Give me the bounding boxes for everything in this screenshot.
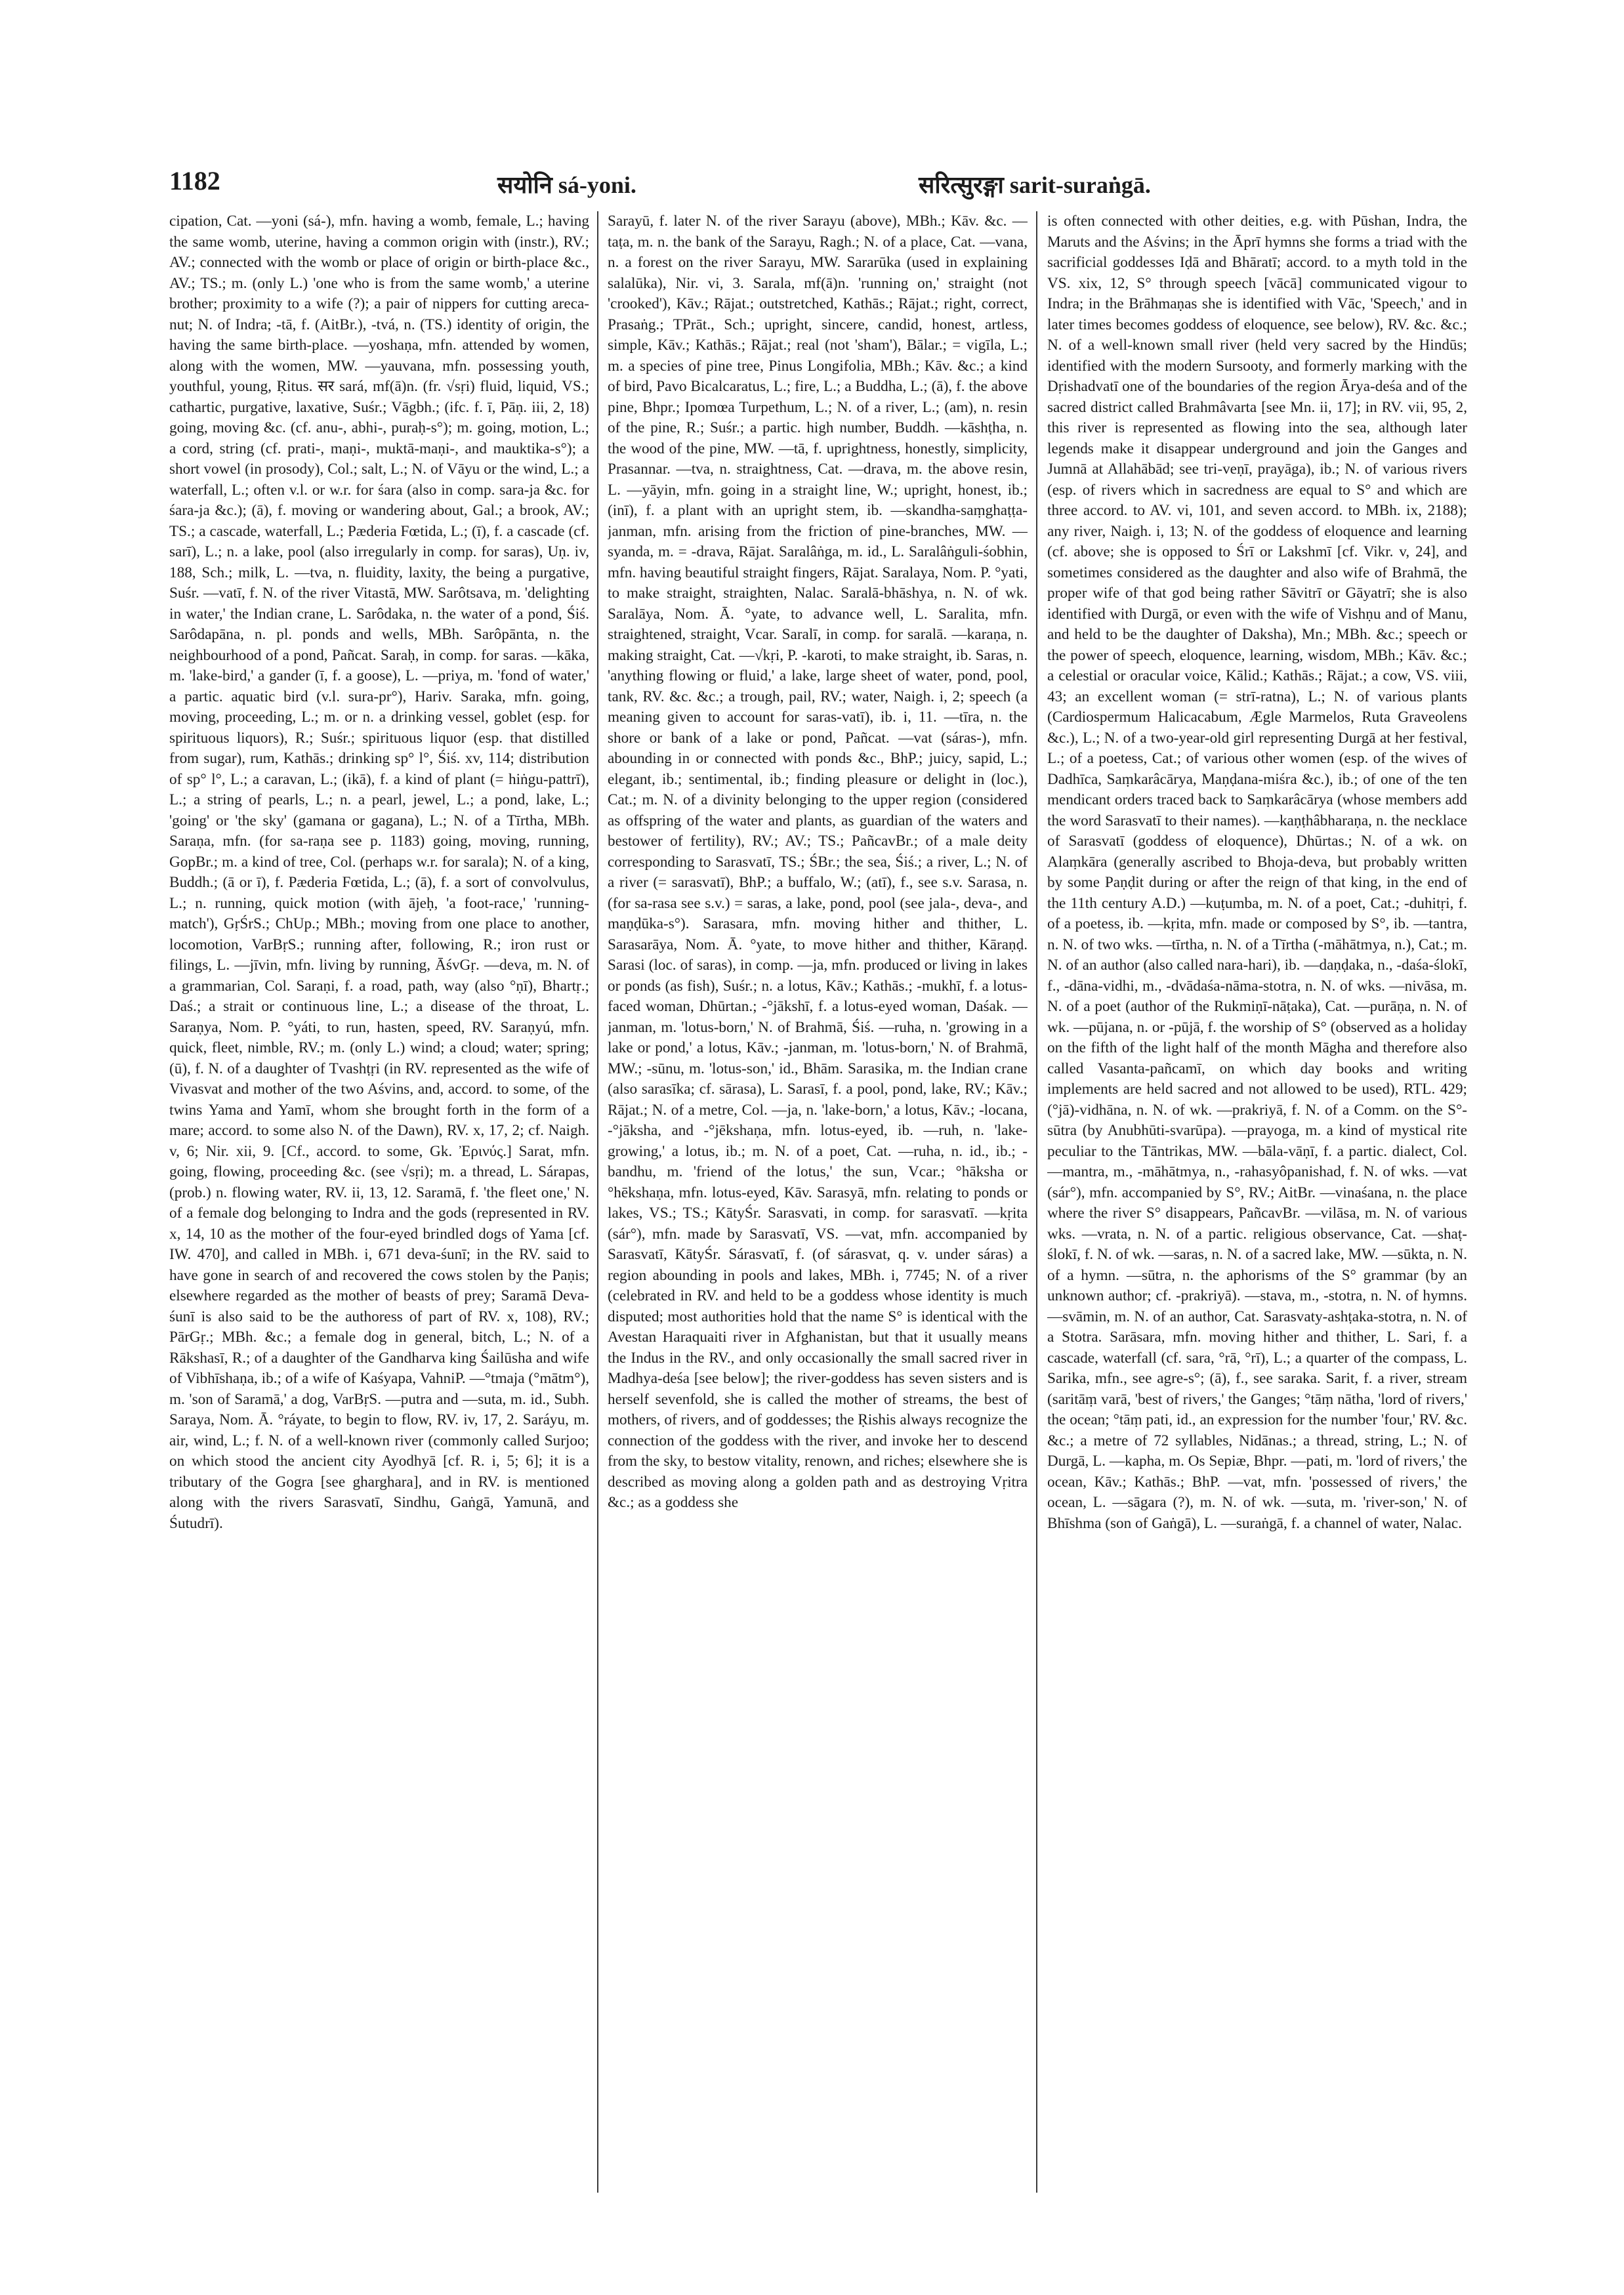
page-header bbox=[169, 165, 1457, 205]
left-running-head: सयोनि sá-yoni. bbox=[497, 172, 636, 198]
column-1 bbox=[169, 211, 589, 2193]
column-divider-1 bbox=[597, 211, 598, 2193]
column-divider-2 bbox=[1036, 211, 1037, 2193]
column-3-text: is often connected with other deities, e.g. with Pūshan, Indra, the Maruts and the Aśvins; in the Āprī hymns she forms a triad with the sacrificial goddesses Iḍā and Bhāratī; accord. to a myth told in the VS. xix, 12, S° through speech [vācā] communicated vigour to Indra; in the Brāhmaṇas she is identified with Vāc, 'Speech,' and in later times becomes goddess of eloquence, see below), RV. &c. &c.; N. of a well-known small river (held very sacred by the Hindūs; identified with the modern Sursooty, and formerly marking with the Dṛishadvatī one of the boundaries of the region Ārya-deśa and of the sacred district called Brahmâvarta [see Mn. ii, 17]; in RV. vii, 95, 2, this river is represented as flowing into the sea, although later legends make it disappear underground and join the Ganges and Jumnā at Allahābād; see tri-veṇī, prayāga), ib.; N. of various rivers (esp. of rivers which in sacredness are equal to S° and which are three accord. to AV. vi, 101, and seven accord. to MBh. ix, 2188); any river, Naigh. i, 13; N. of the goddess of eloquence and learning (cf. above; she is opposed to Śrī or Lakshmī [cf. Vikr. v, 24], and sometimes considered as the daughter and also wife of Brahmā, the proper wife of that god being rather Sāvitrī or Gāyatrī; she is also identified with Durgā, or even with the wife of Vishṇu and of Manu, and held to be the daughter of Daksha), Mn.; MBh. &c.; speech or the power of speech, eloquence, learning, wisdom, MBh.; Kāv. &c.; a celestial or oracular voice, Kālid.; Kathās.; Rājat.; a cow, VS. viii, 43; an excellent woman (= strī-ratna), L.; N. of various plants (Cardiospermum Halicacabum, Ægle Marmelos, Ruta Graveolens &c.), L.; N. of a two-year-old girl representing Durgā at her festival, L.; of a poetess, Cat.; of various other women (esp. of the wives of Dadhīca, Saṃkarâcārya, Maṇḍana-miśra &c.), ib.; of one of the ten mendicant orders traced back to Saṃkarâcārya (whose members add the word Sarasvatī to their names). —kaṇṭhâbharaṇa, n. the necklace of Sarasvatī (goddess of eloquence), Dhūrtas.; N. of a wk. on Alaṃkāra (generally ascribed to Bhoja-deva, but probably written by some Paṇḍit during or after the reign of that king, in the end of the 11th century A.D.) —kuṭumba, m. N. of a poet, Cat.; -duhitṛi, f. of a poetess, ib. —kṛita, mfn. made or composed by S°, ib. —tantra, n. N. of two wks. —tīrtha, n. N. of a Tīrtha (-māhātmya, n.), Cat.; m. N. of an author (also called nara-hari), ib. —daṇḍaka, n., -daśa-ślokī, f., -dāna-vidhi, m., -dvādaśa-nāma-stotra, n. N. of wks. —nivāsa, m. N. of a poet (author of the Rukmiṇī-nāṭaka), Cat. —purāṇa, n. N. of wk. —pūjana, n. or -pūjā, f. the worship of S° (observed as a holiday on the fifth of the light half of the month Māgha and therefore also called Vasanta-pañcamī, on which day books and writing implements are held sacred and not allowed to be used), RTL. 429; (°jā)-vidhāna, n. N. of wk. —prakriyā, f. N. of a Comm. on the S°-sūtra (by Anubhūti-svarūpa). —prayoga, m. a kind of mystical rite peculiar to the Tāntrikas, MW. —bāla-vāṇī, f. a partic. dialect, Col. —mantra, m., -māhātmya, n., -rahasyôpanishad, f. N. of wks. —vat (sár°), mfn. accompanied by S°, RV.; AitBr. —vinaśana, n. the place where the river S° disappears, PañcavBr. —vilāsa, m. N. of various wks. —vrata, n. N. of a partic. religious observance, Cat. —shaṭ-ślokī, f. N. of wk. —saras, n. N. of a sacred lake, MW. —sūkta, n. N. of a hymn. —sūtra, n. the aphorisms of the S° grammar (by an unknown author; cf. -prakriyā). —stava, m., -stotra, n. N. of hymns. —svāmin, m. N. of an author, Cat. Sarasvaty-ashṭaka-stotra, n. N. of a Stotra. Sarāsara, mfn. moving hither and thither, L. Sari, f. a cascade, waterfall (cf. sara, °rā, °rī), L.; a quarter of the compass, L. Sarika, mfn., see agre-s°; (ā), f., see saraka. Sarit, f. a river, stream (saritāṃ varā, 'best of rivers,' the Ganges; °tāṃ nātha, 'lord of rivers,' the ocean; °tāṃ pati, id., an expression for the number 'four,' RV. &c. &c.; a metre of 72 syllables, Nidānas.; a thread, string, L.; N. of Durgā, L. —kapha, m. Os Sepiæ, Bhpr. —pati, m. 'lord of rivers,' the ocean, Kāv.; Kathās.; BhP. —vat, mfn. 'possessed of rivers,' the ocean, L. —sāgara (?), m. N. of wk. —suta, m. 'river-son,' N. of Bhīshma (son of Gaṅgā), L. —suraṅgā, f. a channel of water, Nalac. bbox=[1047, 213, 1467, 1532]
column-2 bbox=[608, 211, 1028, 2193]
column-3 bbox=[1047, 211, 1467, 2193]
right-running-head: सरित्सुरङ्गा sarit-suraṅgā. bbox=[919, 172, 1151, 198]
page-number: 1182 bbox=[169, 166, 220, 196]
column-2-text: Sarayū, f. later N. of the river Sarayu (above), MBh.; Kāv. &c. —taṭa, m. n. the bank of the Sarayu, Ragh.; N. of a place, Cat. —vana, n. a forest on the river Sarayu, MW. Sararūka (used in explaining salalūka), Nir. vi, 3. Sarala, mf(ā)n. 'running on,' straight (not 'crooked'), Kāv.; Rājat.; outstretched, Kathās.; Rājat.; right, correct, Prasaṅg.; TPrāt., Sch.; upright, sincere, candid, honest, artless, simple, Kāv.; Kathās.; Rājat.; real (not 'sham'), Bālar.; = vigīla, L.; m. a species of pine tree, Pinus Longifolia, MBh.; Kāv. &c.; a kind of bird, Pavo Bicalcaratus, L.; fire, L.; a Buddha, L.; (ā), f. the above pine, Bhpr.; Ipomœa Turpethum, L.; N. of a river, L.; (am), n. resin of the pine, R.; Suśr.; a partic. high number, Buddh. —kāshṭha, n. the wood of the pine, MW. —tā, f. uprightness, honestly, simplicity, Prasannar. —tva, n. straightness, Cat. —drava, m. the above resin, L. —yāyin, mfn. going in a straight line, W.; upright, honest, ib.; (inī), f. a plant with an upright stem, ib. —skandha-saṃghaṭṭa-janman, mfn. arising from the friction of pine-branches, MW. —syanda, m. = -drava, Rājat. Saralâṅga, m. id., L. Saralâṅguli-śobhin, mfn. having beautiful straight fingers, Rājat. Saralaya, Nom. P. °yati, to make straight, straighten, Nalac. Saralā-bhāshya, n. N. of wk. Saralāya, Nom. Ā. °yate, to advance well, L. Saralita, mfn. straightened, straight, Vcar. Saralī, in comp. for saralā. —karaṇa, n. making straight, Cat. —√kṛi, P. -karoti, to make straight, ib. Saras, n. 'anything flowing or fluid,' a lake, large sheet of water, pond, pool, tank, RV. &c. &c.; a trough, pail, RV.; water, Naigh. i, 2; speech (a meaning given to account for saras-vatī), ib. i, 11. —tīra, n. the shore or bank of a lake or pond, Pañcat. —vat (sáras-), mfn. abounding in or connected with ponds &c., BhP.; juicy, sapid, L.; elegant, ib.; sentimental, ib.; finding pleasure or delight in (loc.), Cat.; m. N. of a divinity belonging to the upper region (considered as offspring of the water and plants, as guardian of the waters and bestower of fertility), RV.; AV.; TS.; PañcavBr.; of a male deity corresponding to Sarasvatī, TS.; ŚBr.; the sea, Śiś.; a river, L.; N. of a river (= sarasvatī), BhP.; a buffalo, W.; (atī), f., see s.v. Sarasa, n. (for sa-rasa see s.v.) = saras, a lake, pond, pool (see jala-, deva-, and maṇḍūka-s°). Sarasara, mfn. moving hither and thither, L. Sarasarāya, Nom. Ā. °yate, to move hither and thither, Kāraṇḍ. Sarasi (loc. of saras), in comp. —ja, mfn. produced or living in lakes or ponds (as fish), Suśr.; n. a lotus, Kāv.; Kathās.; -mukhī, f. a lotus-faced woman, Dhūrtan.; -°jākshī, f. a lotus-eyed woman, Daśak. —janman, m. 'lotus-born,' N. of Brahmā, Śiś. —ruha, n. 'growing in a lake or pond,' a lotus, Kāv.; -janman, m. 'lotus-born,' N. of Brahmā, MW.; -sūnu, m. 'lotus-son,' id., Bhām. Sarasika, m. the Indian crane (also sarasīka; cf. sārasa), L. Sarasī, f. a pool, pond, lake, RV.; Kāv.; Rājat.; N. of a metre, Col. —ja, n. 'lake-born,' a lotus, Kāv.; -locana, -°jāksha, and -°jēkshaṇa, mfn. lotus-eyed, ib. —ruh, n. 'lake-growing,' a lotus, ib.; m. N. of a poet, Cat. —ruha, n. id., ib.; -bandhu, m. 'friend of the lotus,' the sun, Vcar.; °hāksha or °hēkshaṇa, mfn. lotus-eyed, Kāv. Sarasyā, mfn. relating to ponds or lakes, VS.; TS.; KātyŚr. Sarasvati, in comp. for sarasvatī. —kṛita (sár°), mfn. made by Sarasvatī, VS. —vat, mfn. accompanied by Sarasvatī, KātyŚr. Sárasvatī, f. (of sárasvat, q. v. under sáras) a region abounding in pools and lakes, MBh. i, 7745; N. of a river (celebrated in RV. and held to be a goddess whose identity is much disputed; most authorities hold that the name S° is identical with the Avestan Haraquaiti river in Afghanistan, but that it usually means the Indus in the RV., and only occasionally the small sacred river in Madhya-deśa [see below]; the river-goddess has seven sisters and is herself sevenfold, she is called the mother of streams, the best of mothers, of rivers, and of goddesses; the Ṛishis always recognize the connection of the goddess with the river, and invoke her to descend from the sky, to bestow vitality, renown, and riches; elsewhere she is described as moving along a golden path and as destroying Vṛitra &c.; as a goddess she bbox=[608, 213, 1028, 1511]
column-1-text: cipation, Cat. —yoni (sá-), mfn. having a womb, female, L.; having the same womb, uterine, having a common origin with (instr.), RV.; AV.; connected with the womb or place of origin or birth-place &c., AV.; TS.; m. (only L.) 'one who is from the same womb,' a uterine brother; proximity to a wife (?); a pair of nippers for cutting areca-nut; N. of Indra; -tā, f. (AitBr.), -tvá, n. (TS.) identity of origin, the having the same birth-place. —yoshaṇa, mfn. attended by women, along with the women, MW. —yauvana, mfn. possessing youth, youthful, young, Ṛitus. सर sará, mf(ā)n. (fr. √sṛi) fluid, liquid, VS.; cathartic, purgative, laxative, Suśr.; Vāgbh.; (ifc. f. ī, Pāṇ. iii, 2, 18) going, moving &c. (cf. anu-, abhi-, puraḥ-s°); m. going, motion, L.; a cord, string (cf. prati-, maṇi-, muktā-maṇi-, and mauktika-s°); a short vowel (in prosody), Col.; salt, L.; N. of Vāyu or the wind, L.; a waterfall, L.; often v.l. or w.r. for śara (also in comp. sara-ja &c. for śara-ja &c.); (ā), f. moving or wandering about, Gal.; a brook, AV.; TS.; a cascade, waterfall, L.; Pæderia Fœtida, L.; (ī), f. a cascade (cf. sarī), L.; n. a lake, pool (also irregularly in comp. for saras), Uṇ. iv, 188, Sch.; milk, L. —tva, n. fluidity, laxity, the being a purgative, Suśr. —vatī, f. N. of the river Vitastā, MW. Sarôtsava, m. 'delighting in water,' the Indian crane, L. Sarôdaka, n. the water of a pond, Śiś. Sarôdapāna, n. pl. ponds and wells, MBh. Sarôpānta, n. the neighbourhood of a pond, Pañcat. Saraḥ, in comp. for saras. —kāka, m. 'lake-bird,' a gander (ī, f. a goose), L. —priya, m. 'fond of water,' a partic. aquatic bird (v.l. sura-pr°), Hariv. Saraka, mfn. going, moving, proceeding, L.; m. or n. a drinking vessel, goblet (esp. for spirituous liquors), R.; Suśr.; spirituous liquor (esp. that distilled from sugar), rum, Kathās.; drinking sp° l°, Śiś. xv, 114; distribution of sp° l°, L.; a caravan, L.; (ikā), f. a kind of plant (= hiṅgu-pattrī), L.; a string of pearls, L.; n. a pearl, jewel, L.; a pond, lake, L.; 'going' or 'the sky' (gamana or gagana), L.; N. of a Tīrtha, MBh. Saraṇa, mfn. (for sa-raṇa see p. 1183) going, moving, running, GopBr.; m. a kind of tree, Col. (perhaps w.r. for sarala); N. of a king, Buddh.; (ā or ī), f. Pæderia Fœtida, L.; (ā), f. a sort of convolvulus, L.; n. running, quick motion (with ājeḥ, 'a foot-race,' 'running-match'), GṛŚrS.; ChUp.; MBh.; moving from one place to another, locomotion, VarBṛS.; running after, following, R.; iron rust or filings, L. —jīvin, mfn. living by running, ĀśvGṛ. —deva, m. N. of a grammarian, Col. Saraṇi, f. a road, path, way (also °ṇī), Bhartṛ.; Daś.; a strait or continuous line, L.; a disease of the throat, L. Saraṇya, Nom. P. °yáti, to run, hasten, speed, RV. Saraṇyú, mfn. quick, fleet, nimble, RV.; m. (only L.) wind; a cloud; water; spring; (ū), f. N. of a daughter of Tvashṭṛi (in RV. represented as the wife of Vivasvat and mother of the two Aśvins, and, accord. to some, of the twins Yama and Yamī, whom she brought forth in the form of a mare; accord. to some also N. of the Dawn), RV. x, 17, 2; cf. Naigh. v, 6; Nir. xii, 9. [Cf., accord. to some, Gk. Ἐρινύς.] Sarat, mfn. going, flowing, proceeding &c. (see √sṛi); m. a thread, L. Sárapas, (prob.) n. flowing water, RV. ii, 13, 12. Saramā, f. 'the fleet one,' N. of a female dog belonging to Indra and the gods (represented in RV. x, 14, 10 as the mother of the four-eyed brindled dogs of Yama [cf. IW. 470], and called in MBh. i, 671 deva-śunī; in the RV. said to have gone in search of and recovered the cows stolen by the Paṇis; elsewhere regarded as the mother of beasts of prey; Saramā Deva-śunī is also said to be the authoress of part of RV. x, 108), RV.; PārGṛ.; MBh. &c.; a female dog in general, bitch, L.; N. of a Rākshasī, R.; of a daughter of the Gandharva king Śailūsha and wife of Vibhīshaṇa, ib.; of a wife of Kaśyapa, VahniP. —°tmaja (°mātm°), m. 'son of Saramā,' a dog, VarBṛS. —putra and —suta, m. id., Subh. Saraya, Nom. Ā. °ráyate, to begin to flow, RV. iv, 17, 2. Saráyu, m. air, wind, L.; f. N. of a well-known river (commonly called Surjoo; on which stood the ancient city Ayodhyā [cf. R. i, 5; 6]; it is a tributary of the Gogra [see gharghara], and in RV. is mentioned along with the rivers Sarasvatī, Sindhu, Gaṅgā, Yamunā, and Śutudrī). bbox=[169, 213, 589, 1532]
